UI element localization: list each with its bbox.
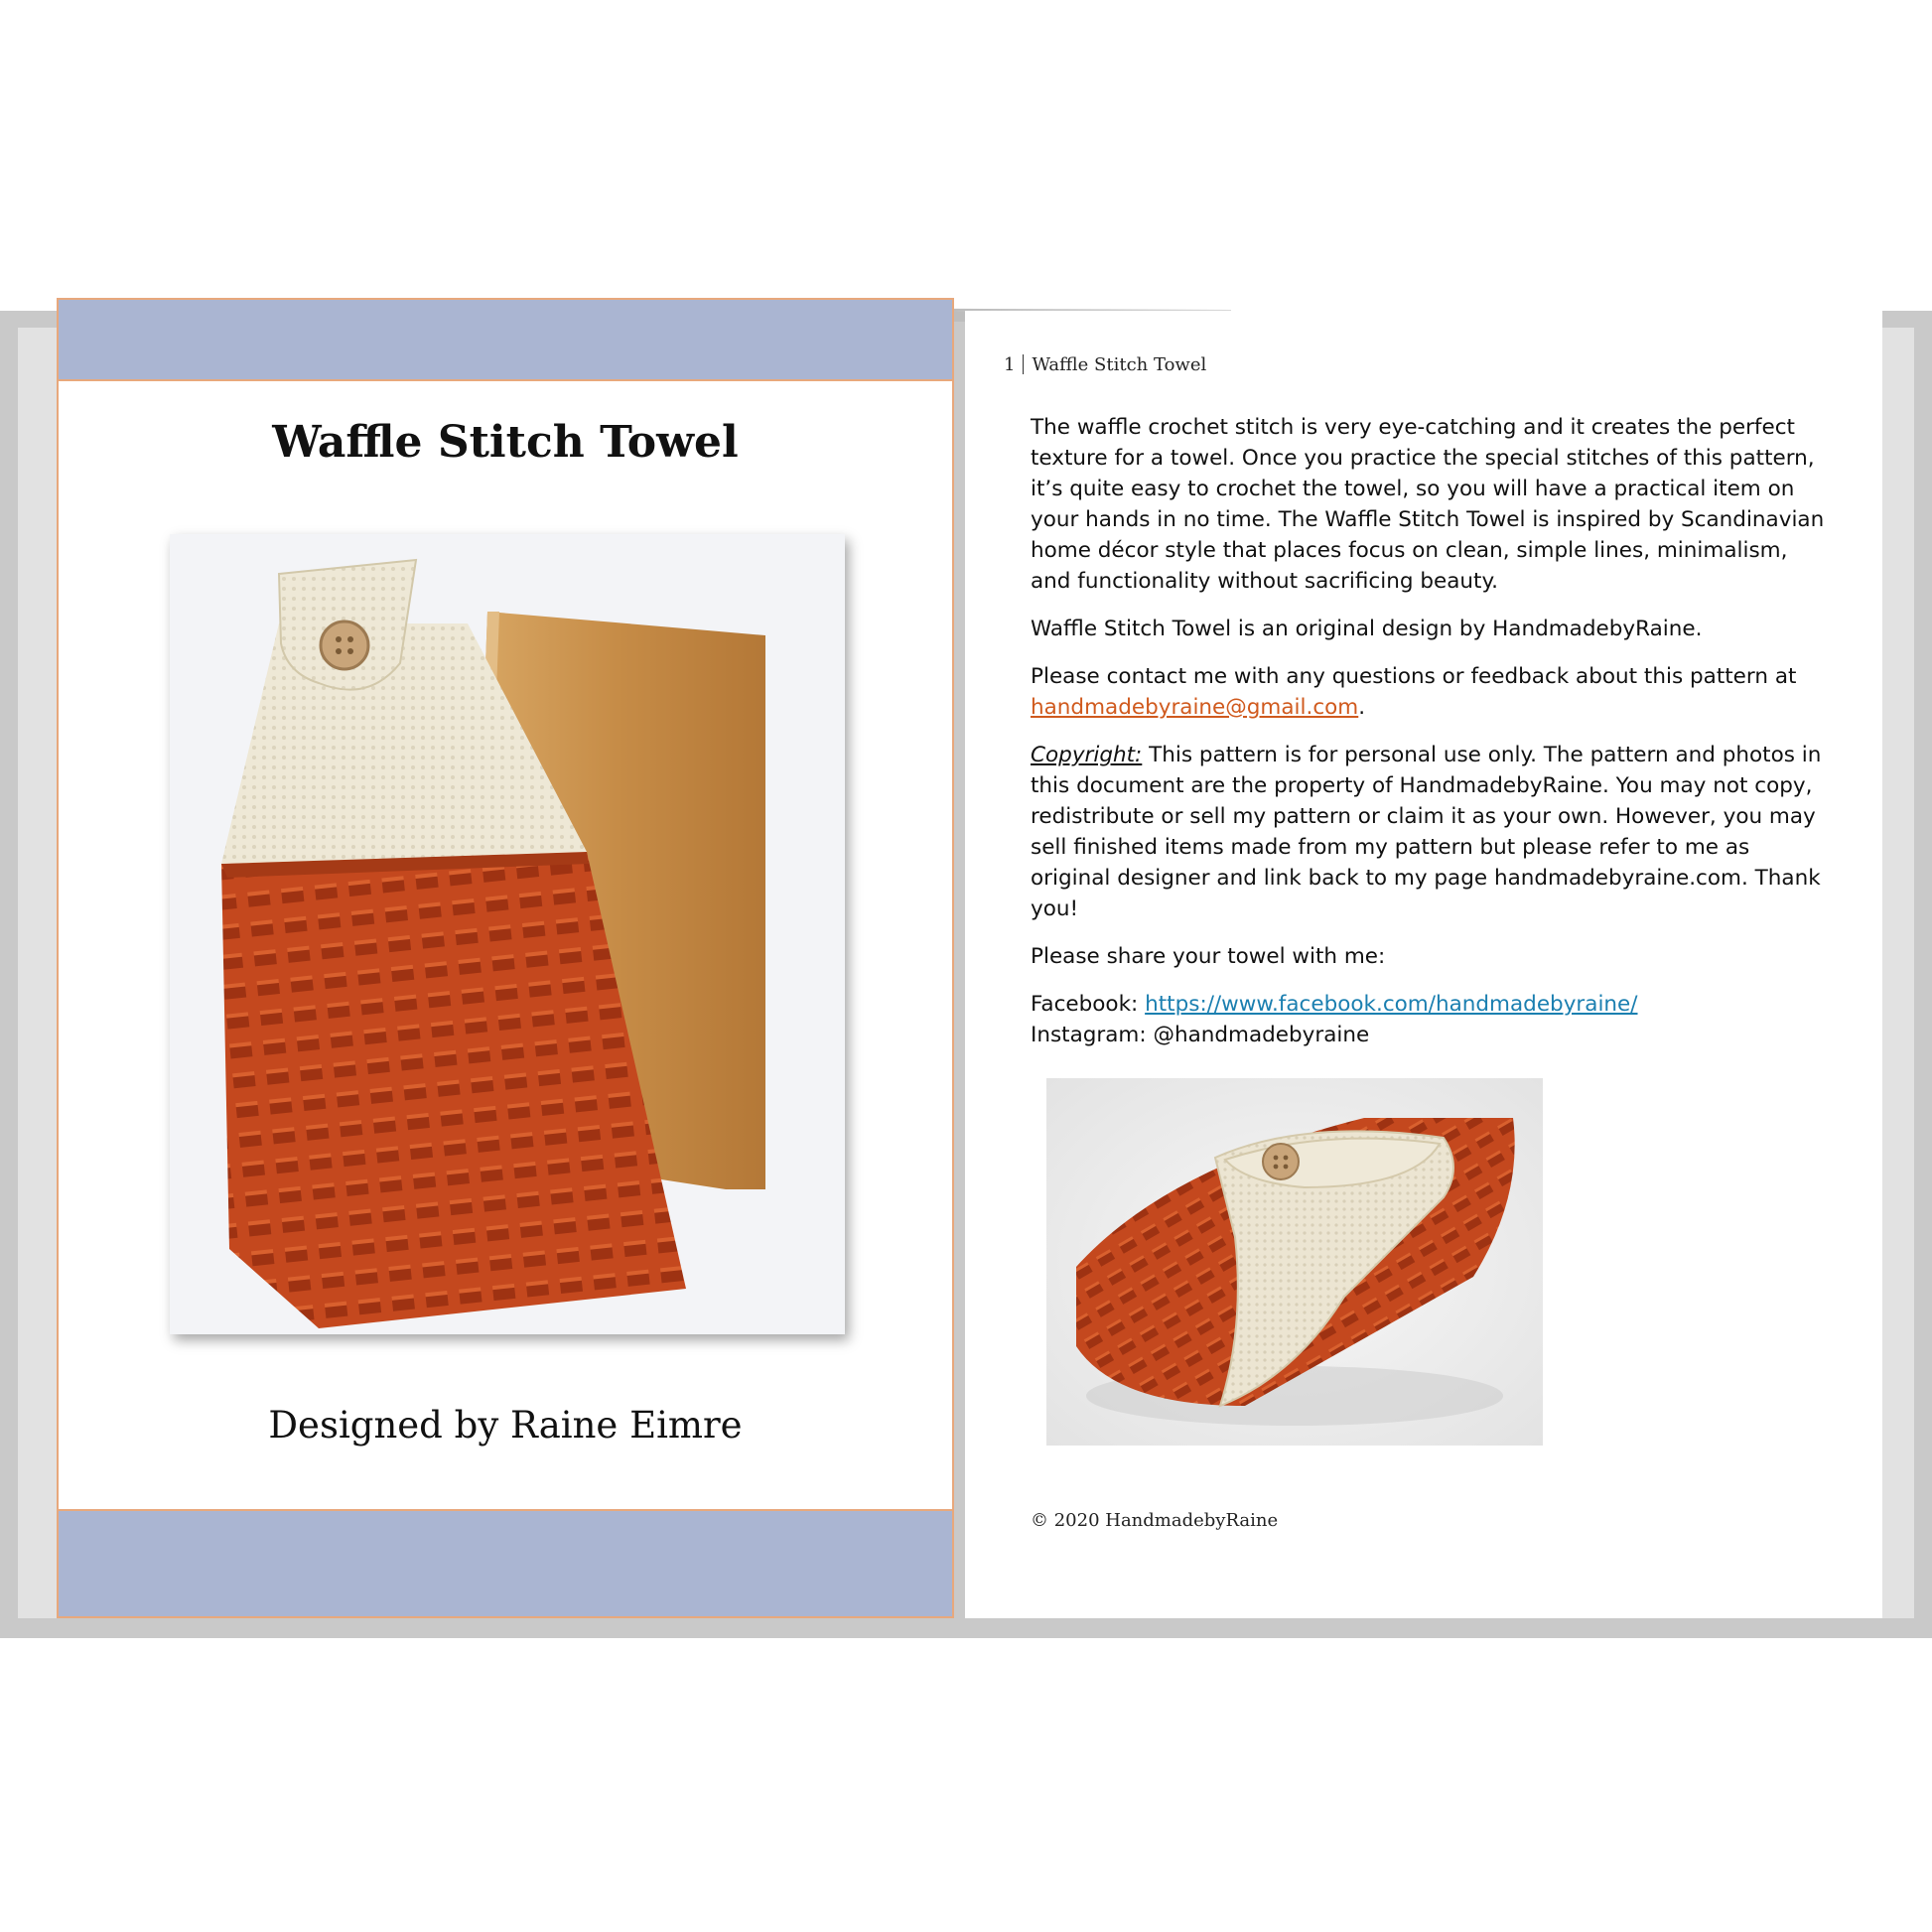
- contact-paragraph: [1031, 661, 1825, 723]
- header-title: Waffle Stitch Towel: [1032, 354, 1207, 375]
- folded-towel-photo: [1046, 1078, 1543, 1446]
- share-paragraph: Please share your towel with me:: [1031, 944, 1386, 969]
- folded-towel-icon: [1046, 1078, 1543, 1446]
- contact-email-link[interactable]: handmadebyraine@gmail.com: [1031, 695, 1359, 720]
- social-paragraph: [1031, 989, 1825, 1050]
- cover-page: [57, 298, 954, 1618]
- cover-title: Waffle Stitch Towel: [272, 417, 739, 468]
- footer-copyright: © 2020 HandmadebyRaine: [1031, 1510, 1279, 1531]
- page-number: 1: [1004, 354, 1016, 375]
- intro-paragraph: The waffle crochet stitch is very eye-catching and it creates the perfect texture for a towel. Once you practice the special stitches of this pattern, it’s quite easy to crochet the towel, so you will have a practical item on your hands in no time. The Waffle Stitch Towel is inspired by Scandinavian home décor style that places focus on clean, simple lines, minimalism, and functionality without sacrificing beauty.: [1031, 415, 1825, 594]
- cover-byline: Designed by Raine Eimre: [268, 1404, 743, 1447]
- body-text: [1031, 412, 1825, 1067]
- original-design-paragraph: Waffle Stitch Towel is an original design by HandmadebyRaine.: [1031, 617, 1703, 641]
- facebook-label: Facebook:: [1031, 992, 1146, 1017]
- cover-top-band: [59, 300, 952, 381]
- running-header: [1004, 354, 1206, 375]
- copyright-text: This pattern is for personal use only. The pattern and photos in this document are the property of HandmadebyRaine. You may not copy, redistribute or sell my pattern or claim it as your own. However, you may sell finished items made from my pattern but please refer to me as original designer and link back to my page handmadebyraine.com. Thank you!: [1031, 743, 1822, 921]
- facebook-link[interactable]: https://www.facebook.com/handmadebyraine/: [1145, 992, 1638, 1017]
- book-edge-left: [18, 328, 58, 1618]
- crochet-towel-photo: [170, 534, 845, 1334]
- copyright-paragraph: [1031, 740, 1825, 924]
- cover-bottom-band: [59, 1509, 952, 1616]
- contact-text: Please contact me with any questions or feedback about this pattern at: [1031, 664, 1797, 689]
- contact-end: .: [1358, 695, 1366, 720]
- copyright-label: Copyright:: [1031, 743, 1143, 767]
- instagram-handle: Instagram: @handmadebyraine: [1031, 1023, 1370, 1047]
- crochet-towel-icon: [170, 534, 845, 1334]
- book-edge-right: [1882, 328, 1914, 1618]
- content-page: [965, 311, 1882, 1618]
- header-separator: [1023, 354, 1024, 374]
